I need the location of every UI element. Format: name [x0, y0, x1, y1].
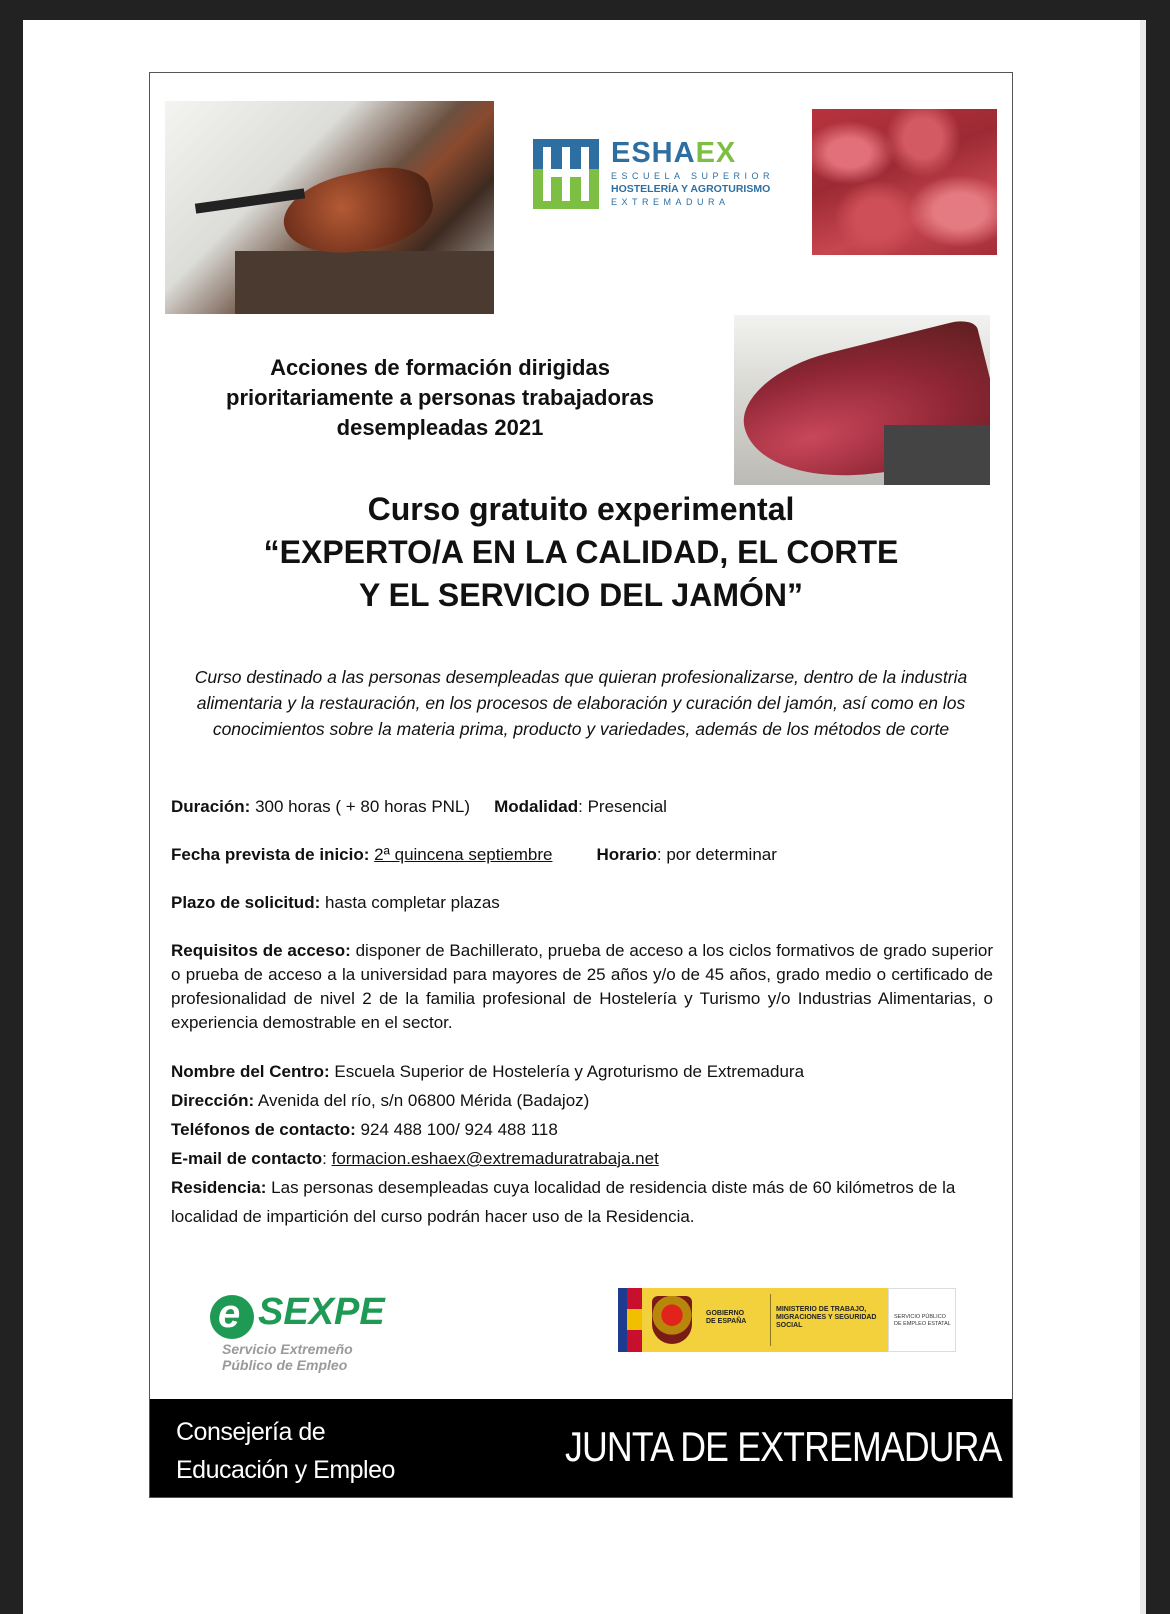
- intro-heading: [180, 353, 700, 443]
- requirements-label: Requisitos de acceso:: [171, 941, 351, 960]
- start-date-row: [171, 843, 993, 867]
- intro-heading-line-3: desempleadas 2021: [336, 415, 544, 440]
- viewer-frame-right: [1146, 0, 1170, 1614]
- gobierno-logo: [618, 1288, 956, 1352]
- course-title-line-3: Y EL SERVICIO DEL JAMÓN”: [359, 577, 803, 613]
- photo-ham-rack: [884, 425, 990, 485]
- course-description: Curso destinado a las personas desempleadas que quieran profesionalizarse, dentro de la industria alimentaria y la restauración, en los procesos de elaboración y curación del jamón, así como en los conocimientos sobre la materia prima, producto y variedades, además de los métodos de corte: [194, 667, 968, 739]
- duration-label: Duración:: [171, 797, 251, 816]
- photo-board: [235, 251, 494, 314]
- eshaex-subtitle-1: ESCUELA SUPERIOR: [611, 171, 775, 181]
- photo-ham-slices: [812, 109, 997, 255]
- center-row: [171, 1057, 993, 1086]
- start-date-label: Fecha prevista de inicio:: [171, 845, 370, 864]
- sexpe-subtitle-1: Servicio Extremeño: [222, 1341, 353, 1357]
- sexpe-mark: e: [218, 1292, 241, 1336]
- viewer-scroll-edge: [1140, 20, 1146, 1614]
- modality-label: Modalidad: [494, 797, 579, 816]
- requirements-row: [171, 939, 993, 1035]
- consejeria-line-1: Consejería de: [176, 1418, 326, 1446]
- eshaex-logo: [533, 137, 803, 217]
- sepe-text: SERVICIO PÚBLICO DE EMPLEO ESTATAL: [894, 1314, 951, 1327]
- consejeria-line-2: Educación y Empleo: [176, 1456, 395, 1484]
- phones-row: [171, 1115, 993, 1144]
- photo-ham-piece: [277, 158, 440, 265]
- schedule-label: Horario: [596, 845, 657, 864]
- course-title-line-2: “EXPERTO/A EN LA CALIDAD, EL CORTE: [263, 534, 899, 570]
- ministerio-text: MINISTERIO DE TRABAJO, MIGRACIONES Y SEGURIDAD SOCIAL: [776, 1306, 877, 1329]
- requirements-value: disponer de Bachillerato, prueba de acceso a los ciclos formativos de grado superior o prueba de acceso a la universidad para mayores de 25 años y/o de 45 años, grado medio o certificado de profesionalidad de nivel 2 de la familia profesional de Hostelería y Turismo y/o Industrias Alimentarias, o experiencia demostrable en el sector.: [171, 941, 993, 1032]
- consejeria-text: [176, 1413, 395, 1489]
- footer-banner: [150, 1399, 1012, 1497]
- start-date-value: 2ª quincena septiembre: [374, 845, 553, 864]
- duration-value: 300 horas ( + 80 horas PNL): [250, 797, 471, 816]
- eshaex-name: ESHAEX: [611, 137, 737, 169]
- document-page: [149, 72, 1013, 1498]
- gobierno-separator: [770, 1294, 771, 1346]
- sexpe-name: SEXPE: [258, 1291, 385, 1333]
- email-label: E-mail de contacto: [171, 1149, 323, 1168]
- center-label: Nombre del Centro:: [171, 1062, 330, 1081]
- course-title: [150, 488, 1012, 617]
- gobierno-text: GOBIERNO DE ESPAÑA: [706, 1310, 747, 1325]
- email-separator: :: [322, 1149, 332, 1168]
- viewer-frame-top: [0, 0, 1170, 20]
- residence-label: Residencia:: [171, 1178, 267, 1197]
- viewer-frame-left: [0, 0, 23, 1614]
- deadline-label: Plazo de solicitud:: [171, 893, 321, 912]
- email-row: [171, 1144, 993, 1173]
- photo-ham-carving: [165, 101, 494, 314]
- phones-label: Teléfonos de contacto:: [171, 1120, 356, 1139]
- deadline-row: [171, 891, 993, 915]
- email-link[interactable]: formacion.eshaex@extremaduratrabaja.net: [331, 1149, 659, 1168]
- intro-heading-line-2: prioritariamente a personas trabajadoras: [226, 385, 654, 410]
- sexpe-logo: [210, 1291, 385, 1373]
- eshaex-subtitle-2: HOSTELERÍA Y AGROTURISMO: [611, 183, 771, 195]
- eu-flag-icon: [618, 1288, 627, 1352]
- eshaex-mark-icon: [533, 139, 599, 209]
- address-value: Avenida del río, s/n 06800 Mérida (Badajoz): [254, 1091, 590, 1110]
- eshaex-subtitle-3: EXTREMADURA: [611, 197, 730, 207]
- address-label: Dirección:: [171, 1091, 255, 1110]
- address-row: [171, 1086, 993, 1115]
- spain-crest-icon: [652, 1296, 692, 1344]
- course-title-line-1: Curso gratuito experimental: [367, 491, 795, 527]
- modality-value: : Presencial: [578, 797, 667, 816]
- residence-row: [171, 1173, 993, 1231]
- center-value: Escuela Superior de Hostelería y Agroturismo de Extremadura: [329, 1062, 805, 1081]
- phones-value: 924 488 100/ 924 488 118: [355, 1120, 558, 1139]
- contact-block: [171, 1057, 993, 1231]
- intro-heading-line-1: Acciones de formación dirigidas: [270, 355, 610, 380]
- sexpe-subtitle-2: Público de Empleo: [222, 1357, 348, 1373]
- junta-extremadura-logo: JUNTA DE EXTREMADURA: [565, 1423, 1002, 1470]
- schedule-value: : por determinar: [656, 845, 777, 864]
- photo-ham-leg: [734, 315, 990, 485]
- deadline-value: hasta completar plazas: [320, 893, 500, 912]
- duration-row: [171, 795, 993, 819]
- residence-value: Las personas desempleadas cuya localidad de residencia diste más de 60 kilómetros de la localidad de impartición del curso podrán hacer uso de la Residencia.: [171, 1178, 956, 1226]
